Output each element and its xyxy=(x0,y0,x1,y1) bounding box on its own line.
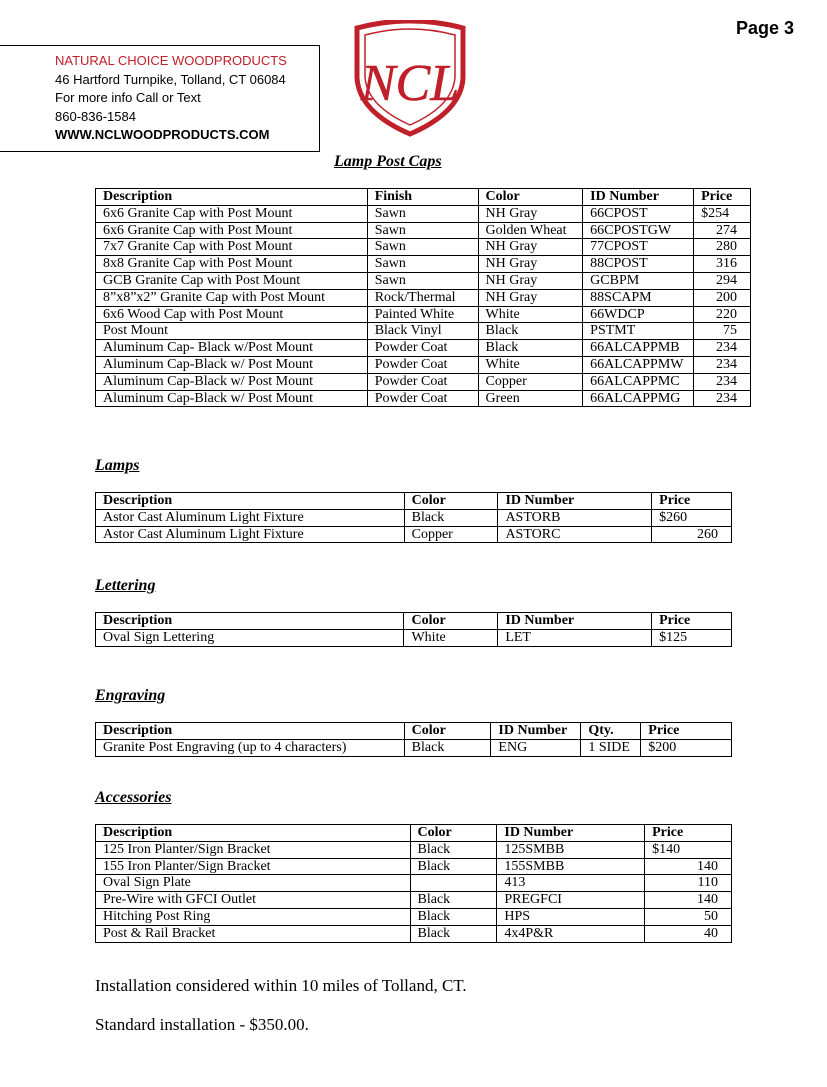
table-cell: GCBPM xyxy=(583,272,694,289)
section-title-accessories: Accessories xyxy=(95,789,172,806)
table-cell: Painted White xyxy=(367,306,478,323)
table-cell: Copper xyxy=(478,373,583,390)
table-cell: Black xyxy=(478,340,583,357)
column-header: Price xyxy=(652,613,732,630)
company-address: 46 Hartford Turnpike, Tolland, CT 06084 xyxy=(55,71,286,87)
table-cell: Black xyxy=(404,509,498,526)
table-row xyxy=(96,239,751,256)
table-cell: PSTMT xyxy=(583,323,694,340)
table-cell: Black xyxy=(410,858,497,875)
lettering-table xyxy=(95,612,732,647)
table-cell: Astor Cast Aluminum Light Fixture xyxy=(96,509,405,526)
table-cell: White xyxy=(404,629,498,646)
column-header: Finish xyxy=(367,189,478,206)
column-header: ID Number xyxy=(498,613,652,630)
column-header: ID Number xyxy=(583,189,694,206)
table-cell: Astor Cast Aluminum Light Fixture xyxy=(96,526,405,543)
table-cell: Granite Post Engraving (up to 4 characters) xyxy=(96,739,405,756)
company-phone: 860-836-1584 xyxy=(55,108,136,124)
table-cell: Sawn xyxy=(367,272,478,289)
table-row xyxy=(96,390,751,407)
column-header: Price xyxy=(652,493,732,510)
column-header: ID Number xyxy=(491,723,581,740)
table-cell: Sawn xyxy=(367,222,478,239)
table-cell: Black xyxy=(410,841,497,858)
table-cell: Aluminum Cap-Black w/ Post Mount xyxy=(96,356,368,373)
table-row xyxy=(96,875,732,892)
section-title-lettering: Lettering xyxy=(95,577,156,594)
column-header: Price xyxy=(694,189,751,206)
table-header-row xyxy=(96,825,732,842)
table-cell: 125SMBB xyxy=(497,841,645,858)
table-cell: Black xyxy=(404,739,491,756)
table-cell: Aluminum Cap-Black w/ Post Mount xyxy=(96,390,368,407)
table-row xyxy=(96,340,751,357)
section-title-lamps: Lamps xyxy=(95,457,140,474)
lamp-post-caps-table xyxy=(95,188,751,407)
table-cell: HPS xyxy=(497,908,645,925)
table-cell: 413 xyxy=(497,875,645,892)
table-cell: 200 xyxy=(694,289,751,306)
table-row xyxy=(96,892,732,909)
table-cell: ENG xyxy=(491,739,581,756)
table-cell: 66ALCAPPMG xyxy=(583,390,694,407)
table-cell: 7x7 Granite Cap with Post Mount xyxy=(96,239,368,256)
table-row xyxy=(96,526,732,543)
column-header: Color xyxy=(404,493,498,510)
table-cell: NH Gray xyxy=(478,239,583,256)
table-cell: 66ALCAPPMW xyxy=(583,356,694,373)
table-row xyxy=(96,256,751,273)
table-cell: Rock/Thermal xyxy=(367,289,478,306)
column-header: Qty. xyxy=(581,723,641,740)
page-number: Page 3 xyxy=(736,18,795,38)
table-cell: NH Gray xyxy=(478,272,583,289)
table-cell: Black xyxy=(478,323,583,340)
installation-area-note: Installation considered within 10 miles of Tolland, CT. xyxy=(95,976,467,995)
table-cell: NH Gray xyxy=(478,256,583,273)
table-cell: 280 xyxy=(694,239,751,256)
column-header: ID Number xyxy=(498,493,652,510)
table-cell: Aluminum Cap-Black w/ Post Mount xyxy=(96,373,368,390)
table-cell: 6x6 Granite Cap with Post Mount xyxy=(96,205,368,222)
table-row xyxy=(96,925,732,942)
table-row xyxy=(96,739,732,756)
engraving-table xyxy=(95,722,732,757)
table-cell: Powder Coat xyxy=(367,373,478,390)
table-cell: Powder Coat xyxy=(367,390,478,407)
table-header-row xyxy=(96,613,732,630)
table-cell: 8x8 Granite Cap with Post Mount xyxy=(96,256,368,273)
table-cell: 234 xyxy=(694,390,751,407)
table-row xyxy=(96,289,751,306)
table-cell: White xyxy=(478,356,583,373)
standard-installation-note: Standard installation - $350.00. xyxy=(95,1015,309,1034)
column-header: Description xyxy=(96,189,368,206)
section-title-engraving: Engraving xyxy=(95,687,166,704)
table-cell: 155 Iron Planter/Sign Bracket xyxy=(96,858,411,875)
table-cell: 140 xyxy=(645,892,732,909)
table-cell: 140 xyxy=(645,858,732,875)
logo-letters: NCL xyxy=(360,55,460,112)
column-header: Description xyxy=(96,613,404,630)
table-row xyxy=(96,356,751,373)
table-cell: Black xyxy=(410,908,497,925)
company-website: WWW.NCLWOODPRODUCTS.COM xyxy=(55,127,270,142)
table-cell: 88SCAPM xyxy=(583,289,694,306)
table-cell: Powder Coat xyxy=(367,356,478,373)
table-row xyxy=(96,373,751,390)
table-cell: Oval Sign Plate xyxy=(96,875,411,892)
table-cell: 234 xyxy=(694,356,751,373)
table-cell: 50 xyxy=(645,908,732,925)
table-cell: 110 xyxy=(645,875,732,892)
table-cell: ASTORC xyxy=(498,526,652,543)
ncl-logo-shield xyxy=(345,20,475,138)
column-header: Price xyxy=(645,825,732,842)
table-cell: 66CPOST xyxy=(583,205,694,222)
table-cell: 220 xyxy=(694,306,751,323)
table-row xyxy=(96,509,732,526)
table-cell: 260 xyxy=(652,526,732,543)
table-cell: GCB Granite Cap with Post Mount xyxy=(96,272,368,289)
table-cell: 234 xyxy=(694,340,751,357)
table-cell: Aluminum Cap- Black w/Post Mount xyxy=(96,340,368,357)
table-cell: Black xyxy=(410,925,497,942)
column-header: Color xyxy=(404,723,491,740)
table-cell: 66ALCAPPMB xyxy=(583,340,694,357)
table-row xyxy=(96,858,732,875)
table-header-row xyxy=(96,189,751,206)
table-cell: 66ALCAPPMC xyxy=(583,373,694,390)
table-cell: NH Gray xyxy=(478,205,583,222)
table-cell: 66WDCP xyxy=(583,306,694,323)
table-cell: 88CPOST xyxy=(583,256,694,273)
column-header: Price xyxy=(641,723,732,740)
table-row xyxy=(96,629,732,646)
table-cell: 4x4P&R xyxy=(497,925,645,942)
column-header: Color xyxy=(404,613,498,630)
accessories-table xyxy=(95,824,732,943)
company-info-line: For more info Call or Text xyxy=(55,90,201,105)
table-header-row xyxy=(96,493,732,510)
lamps-table xyxy=(95,492,732,543)
table-cell: Copper xyxy=(404,526,498,543)
table-cell: 40 xyxy=(645,925,732,942)
table-cell: 6x6 Granite Cap with Post Mount xyxy=(96,222,368,239)
table-cell: 1 SIDE xyxy=(581,739,641,756)
table-cell: 125 Iron Planter/Sign Bracket xyxy=(96,841,411,858)
table-cell: 66CPOSTGW xyxy=(583,222,694,239)
table-cell: 294 xyxy=(694,272,751,289)
table-cell: Sawn xyxy=(367,205,478,222)
table-cell: $260 xyxy=(652,509,732,526)
table-cell: PREGFCI xyxy=(497,892,645,909)
table-cell: Sawn xyxy=(367,256,478,273)
table-cell: 75 xyxy=(694,323,751,340)
table-cell: NH Gray xyxy=(478,289,583,306)
table-cell: 234 xyxy=(694,373,751,390)
table-row xyxy=(96,272,751,289)
table-cell: 155SMBB xyxy=(497,858,645,875)
table-cell: 316 xyxy=(694,256,751,273)
table-cell: Black Vinyl xyxy=(367,323,478,340)
table-row xyxy=(96,205,751,222)
column-header: ID Number xyxy=(497,825,645,842)
table-cell: Oval Sign Lettering xyxy=(96,629,404,646)
table-cell: White xyxy=(478,306,583,323)
table-cell: Golden Wheat xyxy=(478,222,583,239)
table-row xyxy=(96,323,751,340)
column-header: Description xyxy=(96,493,405,510)
table-cell: $200 xyxy=(641,739,732,756)
table-cell xyxy=(410,875,497,892)
table-cell: LET xyxy=(498,629,652,646)
company-info-box xyxy=(0,45,320,152)
table-cell: $125 xyxy=(652,629,732,646)
table-cell: Sawn xyxy=(367,239,478,256)
table-cell: Hitching Post Ring xyxy=(96,908,411,925)
column-header: Color xyxy=(410,825,497,842)
table-cell: Post & Rail Bracket xyxy=(96,925,411,942)
table-cell: $140 xyxy=(645,841,732,858)
column-header: Description xyxy=(96,723,405,740)
table-row xyxy=(96,841,732,858)
table-row xyxy=(96,306,751,323)
table-row xyxy=(96,222,751,239)
column-header: Color xyxy=(478,189,583,206)
table-header-row xyxy=(96,723,732,740)
table-cell: Green xyxy=(478,390,583,407)
table-cell: Powder Coat xyxy=(367,340,478,357)
column-header: Description xyxy=(96,825,411,842)
table-cell: 8”x8”x2” Granite Cap with Post Mount xyxy=(96,289,368,306)
table-cell: Post Mount xyxy=(96,323,368,340)
table-cell: ASTORB xyxy=(498,509,652,526)
company-name: NATURAL CHOICE WOODPRODUCTS xyxy=(55,53,287,68)
section-title-lamp-post-caps: Lamp Post Caps xyxy=(334,153,442,170)
table-cell: $254 xyxy=(694,205,751,222)
table-cell: 77CPOST xyxy=(583,239,694,256)
table-cell: 6x6 Wood Cap with Post Mount xyxy=(96,306,368,323)
table-cell: 274 xyxy=(694,222,751,239)
table-cell: Pre-Wire with GFCI Outlet xyxy=(96,892,411,909)
table-cell: Black xyxy=(410,892,497,909)
table-row xyxy=(96,908,732,925)
